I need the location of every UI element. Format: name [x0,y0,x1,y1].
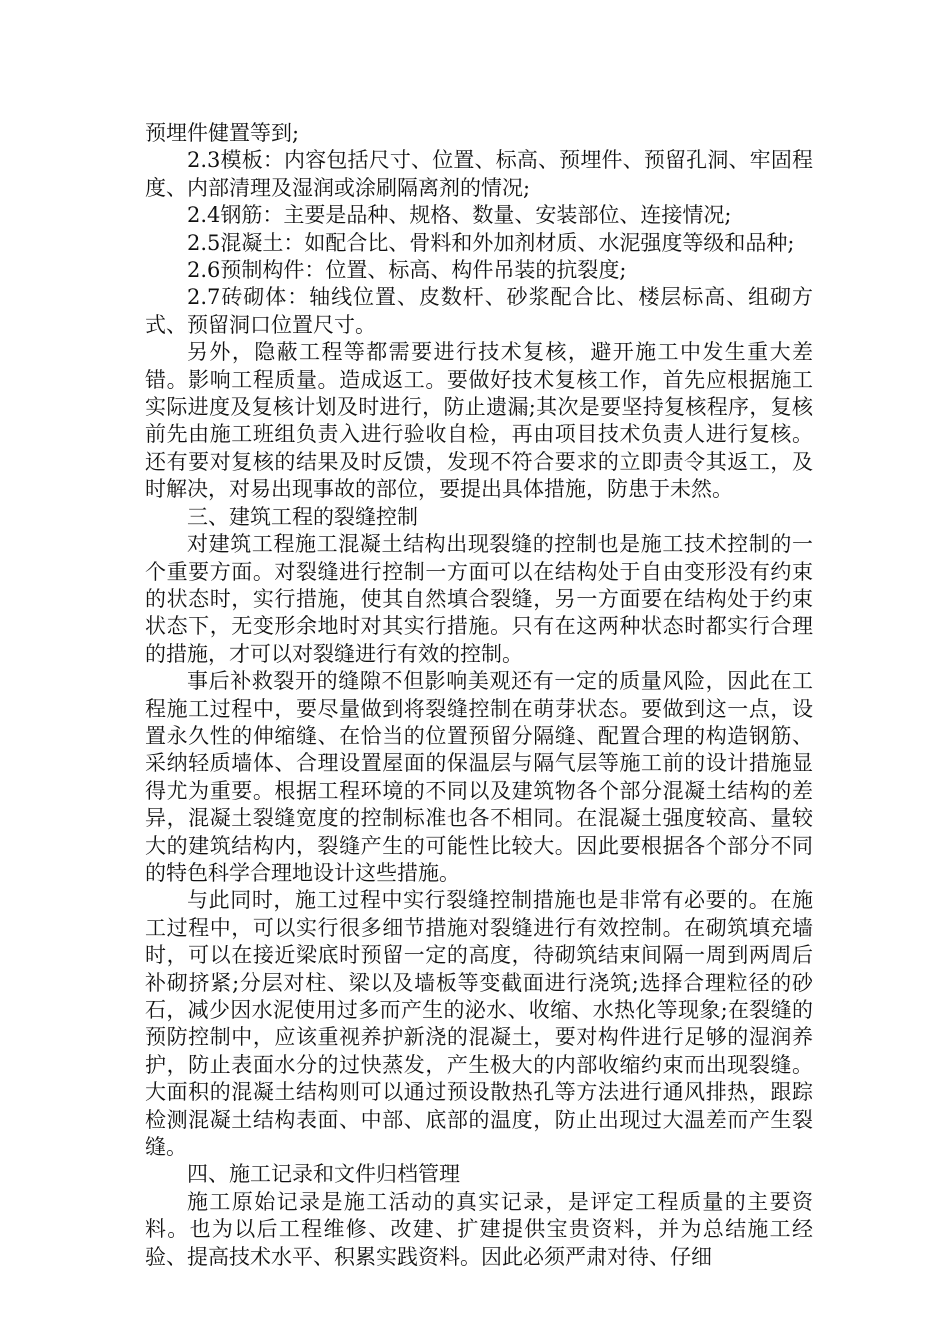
paragraph-formwork: 2.3模板：内容包括尺寸、位置、标高、预埋件、预留孔洞、牢固程度、内部清理及湿润或涂刷隔离剂的情况; [145,148,813,200]
paragraph-construction-records: 施工原始记录是施工活动的真实记录，是评定工程质量的主要资料。也为以后工程维修、改建、扩建提供宝贵资料，并为总结施工经验、提高技术水平、积累实践资料。因此必须严肃对待、仔细 [145,1189,813,1269]
paragraph-precast: 2.6预制构件：位置、标高、构件吊装的抗裂度; [187,258,627,283]
document-body [145,120,813,1271]
paragraph-crack-construction-measures: 与此同时，施工过程中实行裂缝控制措施也是非常有必要的。在施工过程中，可以实行很多细节措施对裂缝进行有效控制。在砌筑填充墙时，可以在接近梁底时预留一定的高度，待砌筑结束间隔一周到两周后补砌挤紧;分层对柱、梁以及墙板等变截面进行浇筑;选择合理粒径的砂石，减少因水泥使用过多而产生的泌水、收缩、水热化等现象;在裂缝的预防控制中，应该重视养护新浇的混凝土，要对构件进行足够的湿润养护，防止表面水分的过快蒸发，产生极大的内部收缩约束而出现裂缝。大面积的混凝土结构则可以通过预设散热孔等方法进行通风排热，跟踪检测混凝土结构表面、中部、底部的温度，防止出现过大温差而产生裂缝。 [145,888,813,1160]
section-heading-crack-control: 三、建筑工程的裂缝控制 [187,504,418,529]
paragraph-crack-control-intro: 对建筑工程施工混凝土结构出现裂缝的控制也是施工技术控制的一个重要方面。对裂缝进行控制一方面可以在结构处于自由变形没有约束的状态时，实行措施，使其自然填合裂缝，另一方面要在结构处于约束状态下，无变形余地时对其实行措施。只有在这两种状态时都实行合理的措施，才可以对裂缝进行有效的控制。 [145,532,813,666]
paragraph-concrete: 2.5混凝土：如配合比、骨料和外加剂材质、水泥强度等级和品种; [187,230,795,255]
paragraph-rebar: 2.4钢筋：主要是品种、规格、数量、安装部位、连接情况; [187,203,732,228]
paragraph-masonry: 2.7砖砌体：轴线位置、皮数杆、砂浆配合比、楼层标高、组砌方式、预留洞口位置尺寸。 [145,285,813,337]
paragraph-crack-prevention-design: 事后补救裂开的缝隙不但影响美观还有一定的质量风险，因此在工程施工过程中，要尽量做到将裂缝控制在萌芽状态。要做到这一点，设置永久性的伸缩缝、在恰当的位置预留分隔缝、配置合理的构造钢筋、采纳轻质墙体、合理设置屋面的保温层与隔气层等施工前的设计措施显得尤为重要。根据工程环境的不同以及建筑物各个部分混凝土结构的差异，混凝土裂缝宽度的控制标准也各不相同。在混凝土强度较高、量较大的建筑结构内，裂缝产生的可能性比较大。因此要根据各个部分不同的特色科学合理地设计这些措施。 [145,669,813,885]
paragraph-continuation: 预埋件健置等到; [145,121,300,145]
section-heading-records-archiving: 四、施工记录和文件归档管理 [187,1162,460,1187]
paragraph-technical-review: 另外，隐蔽工程等都需要进行技术复核，避开施工中发生重大差错。影响工程质量。造成返工。要做好技术复核工作，首先应根据施工实际进度及复核计划及时进行，防止遗漏;其次是要坚持复核程序，复核前先由施工班组负责入进行验收自检，再由项目技术负责人进行复核。还有要对复核的结果及时反馈，发现不符合要求的立即责令其返工，及时解决，对易出现事故的部位，要提出具体措施，防患于未然。 [145,340,813,502]
